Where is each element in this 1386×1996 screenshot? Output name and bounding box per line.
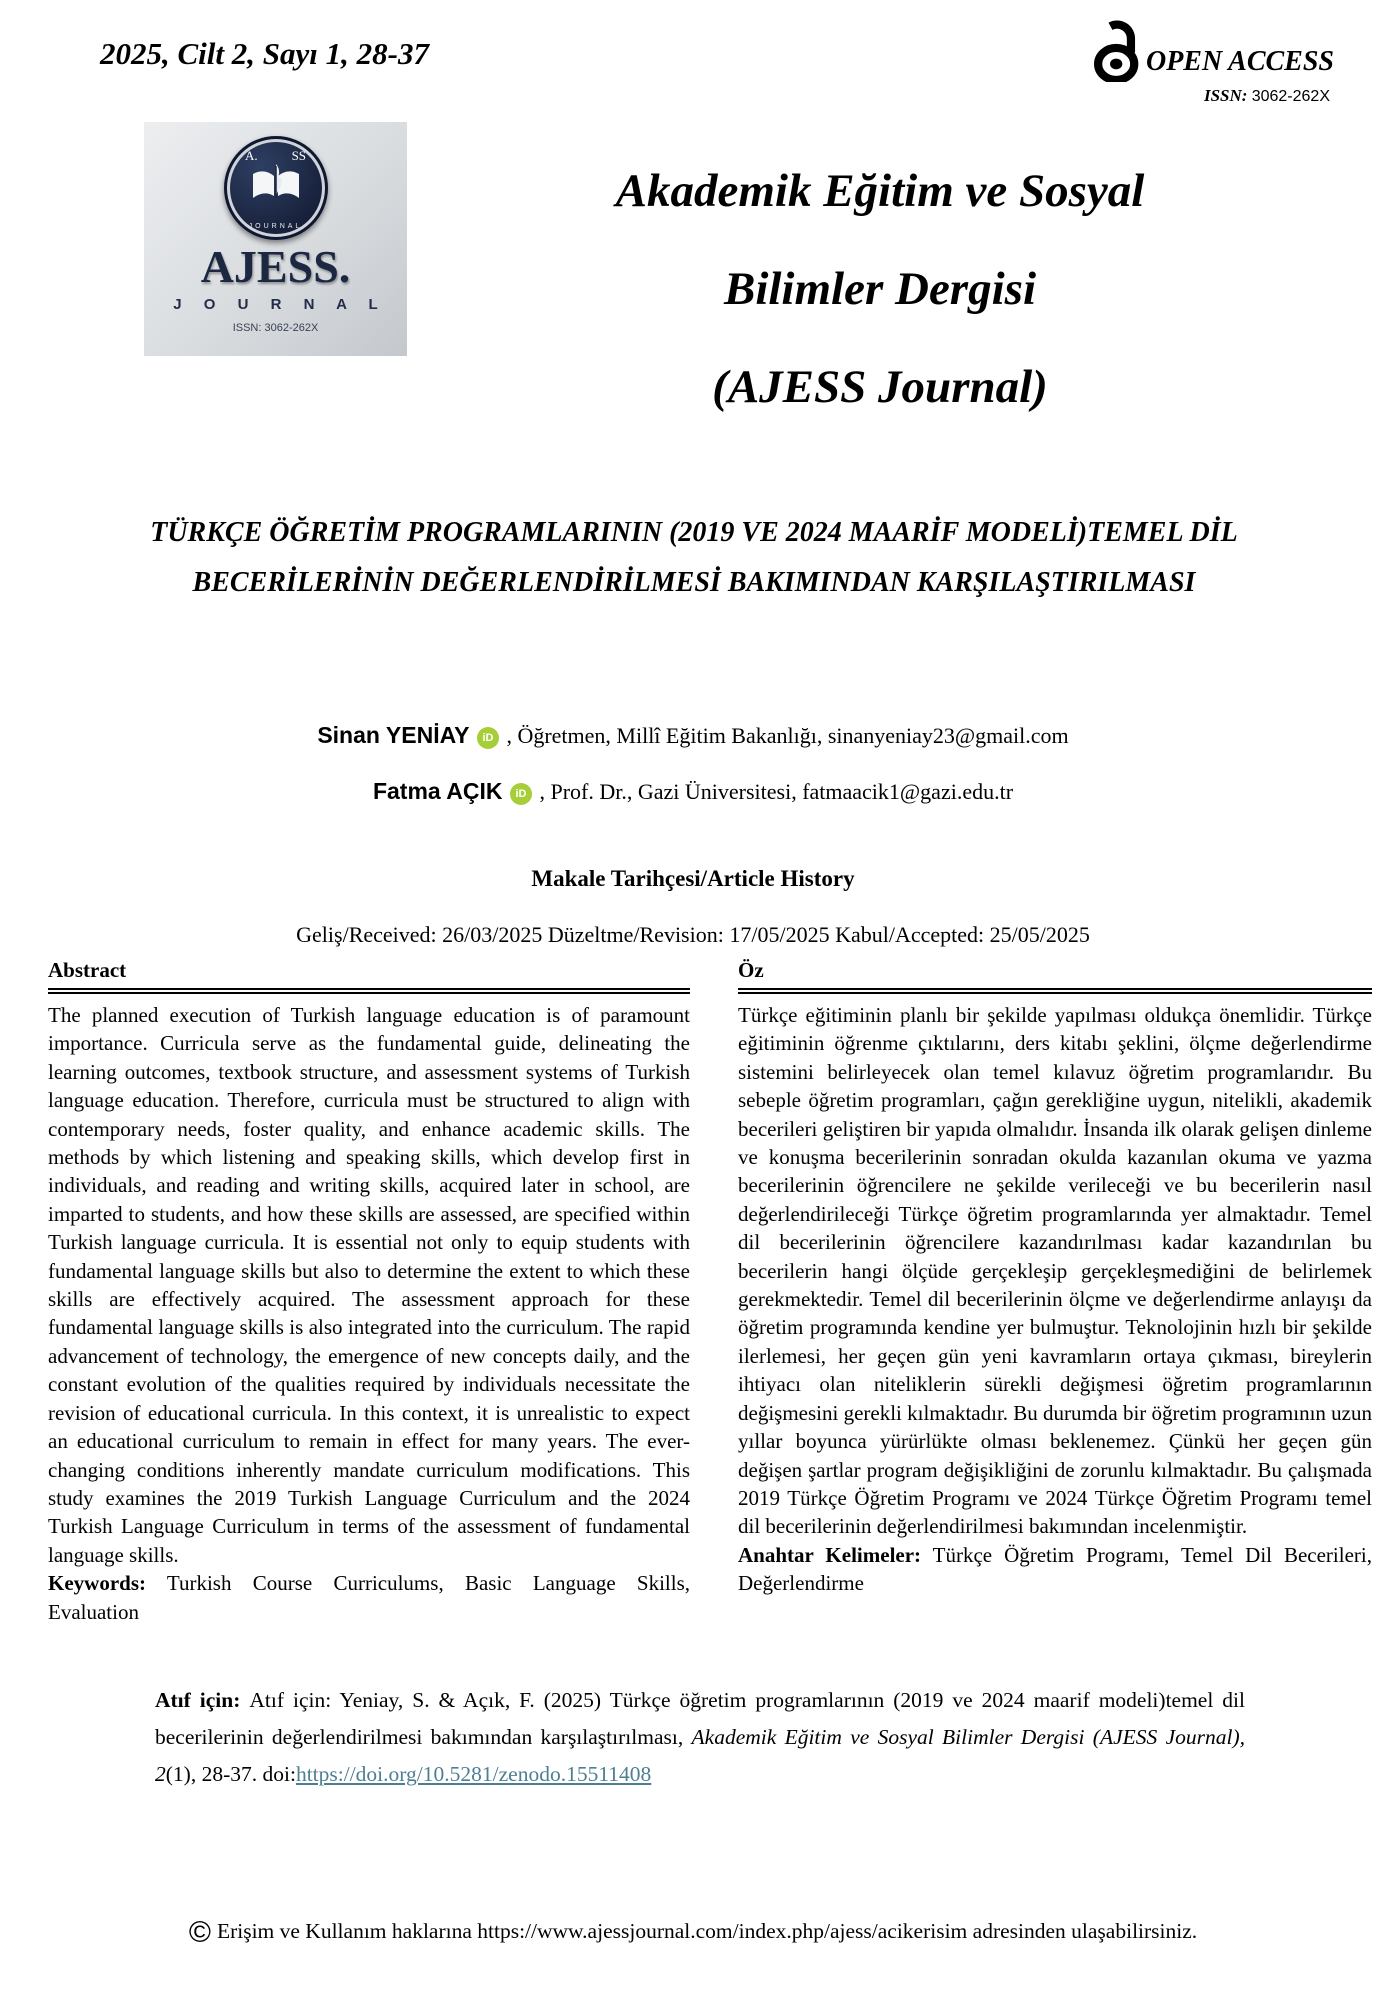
issue-info: 2025, Cilt 2, Sayı 1, 28-37: [100, 36, 429, 71]
logo-acronym: AJESS.: [200, 241, 351, 292]
keywords-value: Turkish Course Curriculums, Basic Language Skills, Evaluation: [48, 1571, 690, 1624]
oz-text: Türkçe eğitiminin planlı bir şekilde yapılması oldukça önemlidir. Türkçe eğitiminin öğrenme çıktılarını, ders kitabı şeklini, ölçme değerlendirme sistemini belirleyecek olan temel kılavuz öğretim programlarıdır. Bu sebeple öğretim programları, çağın gerekliğine uygun, nitelikli, akademik becerileri geliştiren bir yapıda olmalıdır. İnsanda ilk olarak gelişen dinleme ve konuşma becerilerinin sonradan okulda kazanılan okuma ve yazma becerilerinin öğrencilere ne şekilde verileceği ve bu becerilerin nasıl değerlendirileceği Türkçe öğretim programlarında yer almaktadır. Temel dil becerilerinin öğrencilere kazandırılması kadar kazandırılan bu becerilerin hangi ölçüde gerçekleşip gerçekleşmediğini de belirlemek gerekmektedir. Temel dil becerilerinin ölçme ve değerlendirme anlayışı da öğretim programında kendine yer bulmuştur. Teknolojinin hızlı bir şekilde ilerlemesi, her geçen gün yeni kavramların ortaya çıkması, bireylerin ihtiyacı olan niteliklerin sürekli değişmesi öğretim programlarının değişmesini gerekli kılmaktadır. Bu durumda bir öğretim programının uzun yıllar boyunca yürürlükte olması beklenemez. Çünkü her geçen gün değişen şartlar program değişikliğini de zorunlu kılmaktadır. Bu çalışmada 2019 Türkçe Öğretim Programı ve 2024 Türkçe Öğretim Programı temel dil becerilerinin değerlendirilmesi bakımından incelenmiştir.: [738, 1003, 1372, 1539]
logo-emblem: A. SS JOURNAL: [224, 136, 328, 240]
author-2: [0, 778, 1386, 805]
oz-heading: Öz: [738, 958, 1372, 994]
article-history-dates: Geliş/Received: 26/03/2025 Düzeltme/Revision: 17/05/2025 Kabul/Accepted: 25/05/2025: [296, 922, 1090, 947]
open-access-block: [1090, 18, 1334, 106]
article-history-heading: Makale Tarihçesi/Article History: [531, 866, 855, 891]
keywords-label: Keywords:: [48, 1571, 146, 1596]
issn-line: ISSN: 3062-262X: [1203, 86, 1330, 105]
abstract-column: [48, 958, 690, 1626]
footer-text: Erişim ve Kullanım haklarına https://www.ajessjournal.com/index.php/ajess/acikerisim adresinden ulaşabilirsiniz.: [216, 1919, 1198, 1943]
orcid-icon[interactable]: iD: [477, 727, 499, 749]
author-1: [0, 722, 1386, 749]
citation-block: [155, 1682, 1245, 1793]
orcid-icon[interactable]: iD: [510, 783, 532, 805]
open-access-label: OPEN ACCESS: [1145, 46, 1334, 77]
article-title: TÜRKÇE ÖĞRETİM PROGRAMLARININ (2019 VE 2024 MAARİF MODELİ)TEMEL DİL BECERİLERİNİN DEĞERLENDİRİLMESİ BAKIMINDAN KARŞILAŞTIRILMASI: [150, 517, 1238, 598]
anahtar-kelimeler-value: Türkçe Öğretim Programı, Temel Dil Becerileri, Değerlendirme: [738, 1542, 1372, 1596]
doi-link[interactable]: https://doi.org/10.5281/zenodo.15511408: [295, 1762, 652, 1786]
copyright-icon: ©: [188, 1916, 211, 1949]
abstract-text: The planned execution of Turkish language education is of paramount importance. Curricula serve as the fundamental guide, delineating the learning outcomes, textbook structure, and assessment systems of Turkish language education. Therefore, curricula must be structured to align with contemporary needs, foster quality, and enhance academic skills. The methods by which listening and speaking skills, which develop first in individuals, and reading and writing skills, acquired later in school, are imparted to students, and how these skills are assessed, are specified within Turkish language curricula. It is essential not only to equip students with fundamental language skills but also to determine the extent to which these skills are effectively acquired. The assessment approach for these fundamental language skills is also integrated into the curriculum. The rapid advancement of technology, the emergence of new concepts daily, and the constant evolution of the qualities required by individuals necessitate the revision of educational curricula. In this context, it is unrealistic to expect an educational curriculum to remain in effect for many years. The ever-changing conditions inherently mandate curriculum modifications. This study examines the 2019 Turkish Language Curriculum and the 2024 Turkish Language Curriculum in terms of the assessment of fundamental language skills.: [48, 1003, 690, 1567]
anahtar-kelimeler-label: Anahtar Kelimeler:: [738, 1542, 922, 1567]
footer-access-note: [0, 1916, 1386, 1950]
open-lock-icon: [1090, 18, 1144, 82]
book-feather-icon: [245, 162, 307, 215]
author-1-details: , Öğretmen, Millî Eğitim Bakanlığı, sinanyeniay23@gmail.com: [506, 723, 1069, 748]
citation-journal-italic: Akademik Eğitim ve Sosyal Bilimler Dergisi (AJESS Journal), 2: [155, 1725, 1245, 1786]
citation-pages: (1), 28-37. doi:: [165, 1762, 296, 1786]
journal-title: Akademik Eğitim ve Sosyal Bilimler Dergisi (AJESS Journal): [615, 165, 1145, 413]
citation-label: Atıf için:: [155, 1688, 250, 1712]
author-1-name: Sinan YENİAY: [317, 722, 470, 748]
abstract-heading: Abstract: [48, 958, 690, 994]
keywords-line: [48, 1569, 690, 1626]
oz-column: [738, 958, 1372, 1598]
citation-text: Atıf için: Yeniay, S. & Açık, F. (2025) Türkçe öğretim programlarının (2019 ve 2024 maarif modeli)temel dil becerilerinin değerlendirilmesi bakımından karşılaştırılması,: [155, 1688, 1245, 1749]
anahtar-kelimeler-line: [738, 1541, 1372, 1598]
logo-issn: ISSN: 3062-262X: [232, 322, 319, 334]
logo-journal-word: J O U R N A L: [173, 296, 387, 313]
journal-logo: [144, 122, 407, 356]
author-2-name: Fatma AÇIK: [372, 778, 503, 804]
author-2-details: , Prof. Dr., Gazi Üniversitesi, fatmaacik1@gazi.edu.tr: [539, 779, 1014, 804]
